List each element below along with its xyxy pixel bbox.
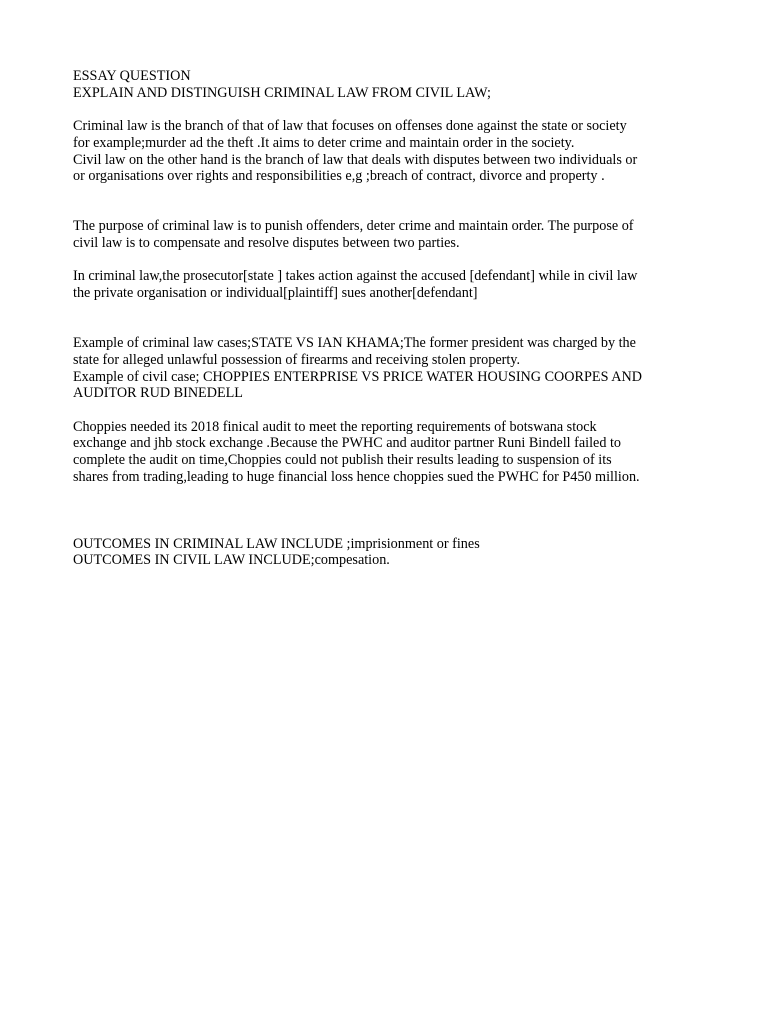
spacer [73,101,713,118]
criminal-example-line-2: state for alleged unlawful possession of firearms and receiving stolen property. [73,351,521,368]
examples-paragraph [73,335,713,402]
case-detail-line-2: exchange and jhb stock exchange .Because the PWHC and auditor partner Runi Bindell failed to [73,435,622,452]
purpose-line-2: civil law is to compensate and resolve disputes between two parties. [73,235,460,251]
parties-paragraph [73,268,713,301]
spacer [73,252,713,269]
case-detail-line-3: complete the audit on time,Choppies could not publish their results leading to suspension of its [73,452,612,469]
case-detail-line-1: Choppies needed its 2018 finical audit to meet the reporting requirements of botswana stock [73,418,597,435]
spacer [73,402,713,419]
civil-outcomes: OUTCOMES IN CIVIL LAW INCLUDE;compesation. [73,552,390,569]
essay-question: EXPLAIN AND DISTINGUISH CRIMINAL LAW FROM CIVIL LAW; [73,84,491,101]
definitions-paragraph [73,118,713,185]
spacer [73,185,713,218]
purpose-paragraph [73,218,713,251]
parties-line-2: the private organisation or individual[plaintiff] sues another[defendant] [73,285,478,302]
case-detail-line-4: shares from trading,leading to huge financial loss hence choppies sued the PWHC for P450 million. [73,468,640,485]
criminal-definition-line-2: for example;murder ad the theft .It aims to deter crime and maintain order in the society. [73,134,575,151]
civil-example-line-1: Example of civil case; CHOPPIES ENTERPRISE VS PRICE WATER HOUSING COORPES AND [73,368,642,385]
civil-definition-line-2: or organisations over rights and responsibilities e,g ;breach of contract, divorce and property . [73,168,605,185]
civil-example-line-2: AUDITOR RUD BINEDELL [73,385,243,402]
spacer [73,302,713,335]
criminal-definition-line-1: Criminal law is the branch of that of law that focuses on offenses done against the state or society [73,118,627,135]
case-detail-paragraph [73,419,713,486]
spacer [73,486,713,519]
criminal-outcomes: OUTCOMES IN CRIMINAL LAW INCLUDE ;imprisionment or fines [73,535,480,552]
spacer [73,519,713,536]
essay-label: ESSAY QUESTION [73,68,191,84]
criminal-example-line-1: Example of criminal law cases;STATE VS IAN KHAMA;The former president was charged by the [73,335,636,352]
purpose-line-1: The purpose of criminal law is to punish offenders, deter crime and maintain order. The purpose of [73,218,634,235]
document-page [73,68,713,569]
essay-heading [73,68,713,101]
parties-line-1: In criminal law,the prosecutor[state ] takes action against the accused [defendant] while in civil law [73,268,638,285]
civil-definition-line-1: Civil law on the other hand is the branch of law that deals with disputes between two individuals or [73,151,638,168]
outcomes-paragraph [73,536,713,569]
